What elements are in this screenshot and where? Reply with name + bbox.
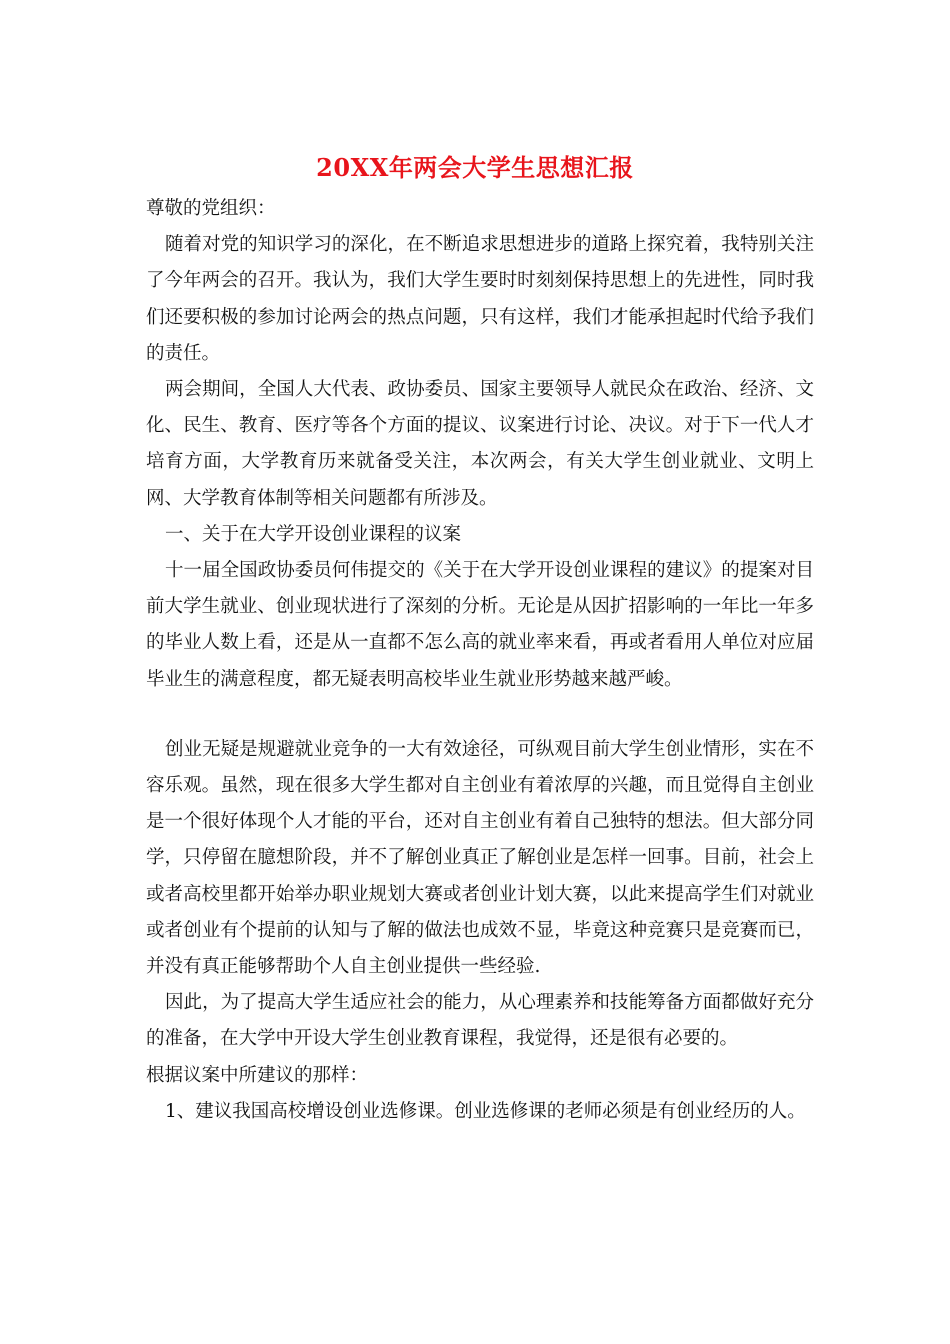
paragraph-entrepreneurship: 创业无疑是规避就业竞争的一大有效途径，可纵观目前大学生创业情形，实在不容乐观。虽然，现在很多大学生都对自主创业有着浓厚的兴趣，而且觉得自主创业是一个很好体现个人才能的平台，还对自主创业有着自己独特的想法。但大部分同学，只停留在臆想阶段，并不了解创业真正了解创业是怎样一回事。目前，社会上或者高校里都开始举办职业规划大赛或者创业计划大赛，以此来提高学生们对就业或者创业有个提前的认知与了解的做法也成效不显，毕竟这种竞赛只是竞赛而已，并没有真正能够帮助个人自主创业提供一些经验.: [146, 738, 814, 978]
document-body: [146, 191, 814, 1130]
paragraph-two-sessions: 两会期间，全国人大代表、政协委员、国家主要领导人就民众在政治、经济、文化、民生、教育、医疗等各个方面的提议、议案进行讨论、决议。对于下一代人才培育方面，大学教育历来就备受关注，本次两会，有关大学生创业就业、文明上网、大学教育体制等相关问题都有所涉及。: [146, 379, 814, 509]
paragraph-spacer: [146, 698, 814, 732]
list-item-1: 1、建议我国高校增设创业选修课。创业选修课的老师必须是有创业经历的人。: [165, 1100, 806, 1122]
paragraph-intro: 随着对党的知识学习的深化，在不断追求思想进步的道路上探究着，我特别关注了今年两会的召开。我认为，我们大学生要时时刻刻保持思想上的先进性，同时我们还要积极的参加讨论两会的热点问题，只有这样，我们才能承担起时代给予我们的责任。: [146, 234, 814, 364]
document-title: 20XX年两会大学生思想汇报: [316, 153, 634, 182]
salutation: 尊敬的党组织：: [146, 198, 276, 219]
paragraph-proposal: 十一届全国政协委员何伟提交的《关于在大学开设创业课程的建议》的提案对目前大学生就业、创业现状进行了深刻的分析。无论是从因扩招影响的一年比一年多的毕业人数上看，还是从一直都不怎么高的就业率来看，再或者看用人单位对应届毕业生的满意程度，都无疑表明高校毕业生就业形势越来越严峻。: [146, 560, 814, 690]
section-heading-1: 一、关于在大学开设创业课程的议案: [165, 523, 462, 545]
paragraph-therefore: 因此，为了提高大学生适应社会的能力，从心理素养和技能筹备方面都做好充分的准备，在大学中开设大学生创业教育课程，我觉得，还是很有必要的。: [146, 992, 814, 1050]
paragraph-according: 根据议案中所建议的那样：: [146, 1064, 369, 1086]
